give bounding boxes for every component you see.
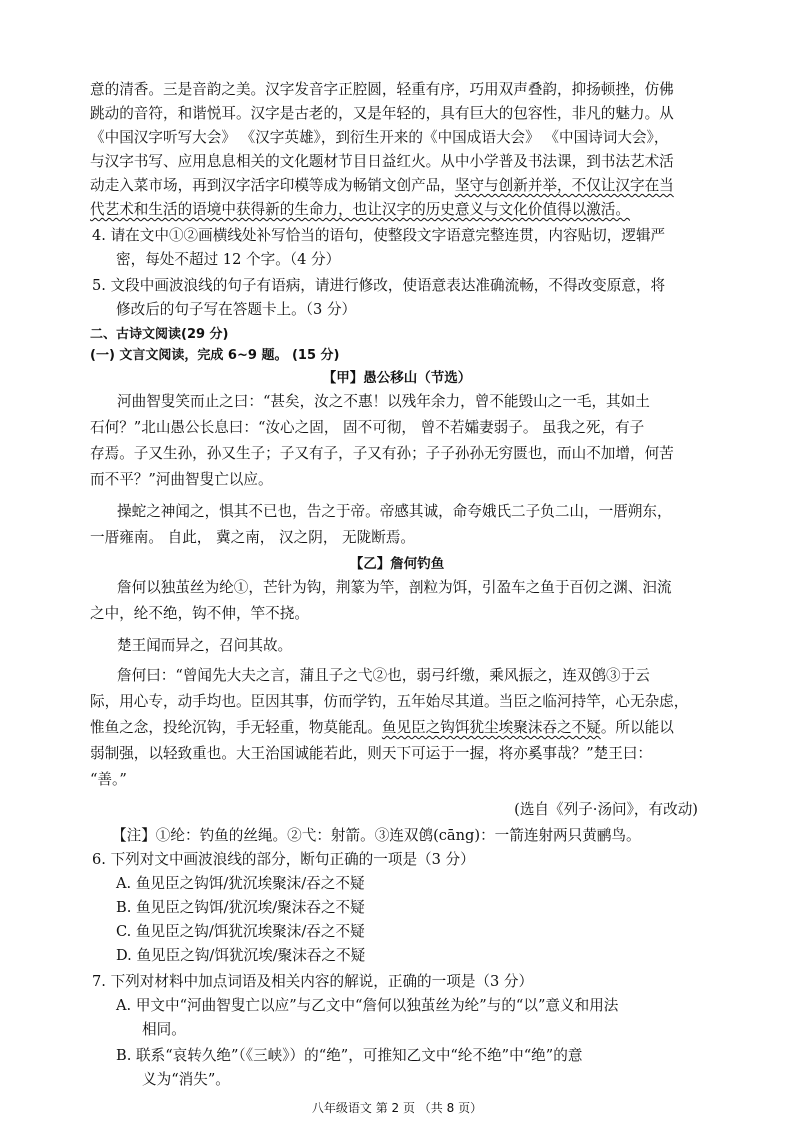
passage-text: 动走入菜市场，再到汉字活字印模等成为畅销文创产品， — [90, 177, 455, 194]
section-heading: 二、古诗文阅读(29 分) — [90, 327, 229, 342]
question-7: 7. 下列对材料中加点词语及相关内容的解说，正确的一项是（3 分） — [92, 973, 534, 990]
passage-line — [90, 176, 674, 196]
wavy-sentence: 代艺术和生活的语境中获得新的生命力，也让汉字的历史意义与文化价值得以激活。 — [90, 201, 630, 218]
source-citation: (选自《列子·汤问》，有改动) — [514, 801, 698, 818]
question-5: 5. 文段中画波浪线的句子有语病，请进行修改，使语意表达准确流畅，不得改变原意，将 — [92, 277, 666, 294]
jia-line: 石何？”北山愚公长息曰：“汝心之固， 固不可彻， 曾不若孀妻弱子。 虽我之死，有子 — [90, 419, 645, 436]
option-a: A. 鱼见臣之钩饵/犹沉埃聚沫/吞之不疑 — [116, 875, 365, 892]
option-b: B. 鱼见臣之钩饵/犹沉埃/聚沫吞之不疑 — [116, 899, 365, 916]
passage-yi-title: 【乙】詹何钓鱼 — [349, 556, 445, 572]
question-4-cont: 密，每处不超过 12 个字。（4 分） — [116, 251, 341, 268]
jia-line: 存焉。子又生孙，孙又生子；子又有子，子又有孙；子子孙孙无穷匮也，而山不加增，何苦 — [90, 445, 674, 462]
page-footer: 八年级语文 第 2 页 （共 8 页） — [311, 1101, 483, 1115]
passage-line: 与汉字书写、应用息息相关的文化题材节目日益红火。从中小学普及书法课，到书法艺术活 — [90, 153, 674, 170]
passage-line: 跳动的音符，和谐悦耳。汉字是古老的，又是年轻的，具有巨大的包容性，非凡的魅力。从 — [90, 105, 674, 122]
question-5-cont: 修改后的句子写在答题卡上。（3 分） — [116, 301, 357, 318]
option-d: D. 鱼见臣之钩/饵犹沉埃/聚沫吞之不疑 — [116, 947, 366, 964]
option-c: C. 鱼见臣之钩/饵犹沉埃聚沫/吞之不疑 — [116, 923, 365, 940]
wavy-sentence: 坚守与创新并举，不仅让汉字在当 — [454, 177, 674, 194]
subsection-heading: (一) 文言文阅读，完成 6~9 题。 (15 分) — [90, 348, 340, 363]
question-4: 4. 请在文中①②画横线处补写恰当的语句，使整段文字语意完整连贯，内容贴切，逻辑严 — [92, 227, 666, 244]
annotation-note: 【注】①纶：钓鱼的丝绳。②弋：射箭。③连双鸧(cāng)：一箭连射两只黄鹂鸟。 — [112, 827, 641, 844]
yi-line: “善。” — [90, 771, 127, 788]
option-b: B. 联系“哀转久绝”（《三峡》）的“绝”，可推知乙文中“纶不绝”中“绝”的意 — [116, 1047, 583, 1064]
passage-jia-title: 【甲】愚公移山（节选） — [322, 370, 472, 386]
yi-line: 詹何曰：“曾闻先大夫之言，蒲且子之弋②也，弱弓纤缴，乘风振之，连双鸧③于云 — [117, 667, 650, 684]
yi-line: 际，用心专，动手均也。臣因其事，仿而学钓，五年始尽其道。当臣之临河持竿，心无杂虑， — [90, 693, 689, 710]
option-b-cont: 义为“消失”。 — [142, 1071, 230, 1088]
jia-line: 河曲智叟笑而止之曰：“甚矣，汝之不惠！以残年余力，曾不能毁山之一毛，其如土 — [117, 393, 650, 410]
yi-line: 詹何以独茧丝为纶①，芒针为钩，荆篆为竿，剖粒为饵，引盈车之鱼于百仞之渊、汩流 — [117, 579, 672, 596]
question-6: 6. 下列对文中画波浪线的部分，断句正确的一项是（3 分） — [92, 851, 475, 868]
option-a: A. 甲文中“河曲智叟亡以应”与乙文中“詹何以独茧丝为纶”与的“以”意义和用法 — [116, 997, 619, 1014]
passage-line: 意的清香。三是音韵之美。汉字发音字正腔圆，轻重有序，巧用双声叠韵，抑扬顿挫，仿佛 — [90, 81, 674, 98]
yi-line — [90, 718, 674, 738]
jia-line: 一厝雍南。 自此， 冀之南， 汉之阴， 无陇断焉。 — [90, 529, 416, 546]
yi-text: 惟鱼之念，投纶沉钩，手无轻重，物莫能乱。 — [90, 719, 382, 736]
option-a-cont: 相同。 — [142, 1021, 186, 1038]
yi-line: 之中，纶不绝，钩不伸，竿不挠。 — [90, 605, 309, 622]
wavy-sentence: 鱼见臣之钩饵犹尘埃聚沫吞之不疑 — [381, 719, 601, 736]
yi-line: 楚王闻而异之，召问其故。 — [117, 637, 293, 654]
passage-line — [90, 200, 630, 220]
passage-line: 《中国汉字听写大会》 《汉字英雄》，到衍生开来的《中国成语大会》 《中国诗词大会》， — [90, 129, 669, 146]
yi-text: 。所以能以 — [600, 719, 674, 736]
yi-line: 弱制强，以轻致重也。大王治国诚能若此，则天下可运于一握，将亦奚事哉？”楚王曰： — [90, 745, 653, 762]
jia-line: 而不平？”河曲智叟亡以应。 — [90, 471, 273, 488]
jia-line: 操蛇之神闻之，惧其不已也，告之于帝。帝感其诚，命夸娥氏二子负二山，一厝朔东， — [117, 503, 672, 520]
